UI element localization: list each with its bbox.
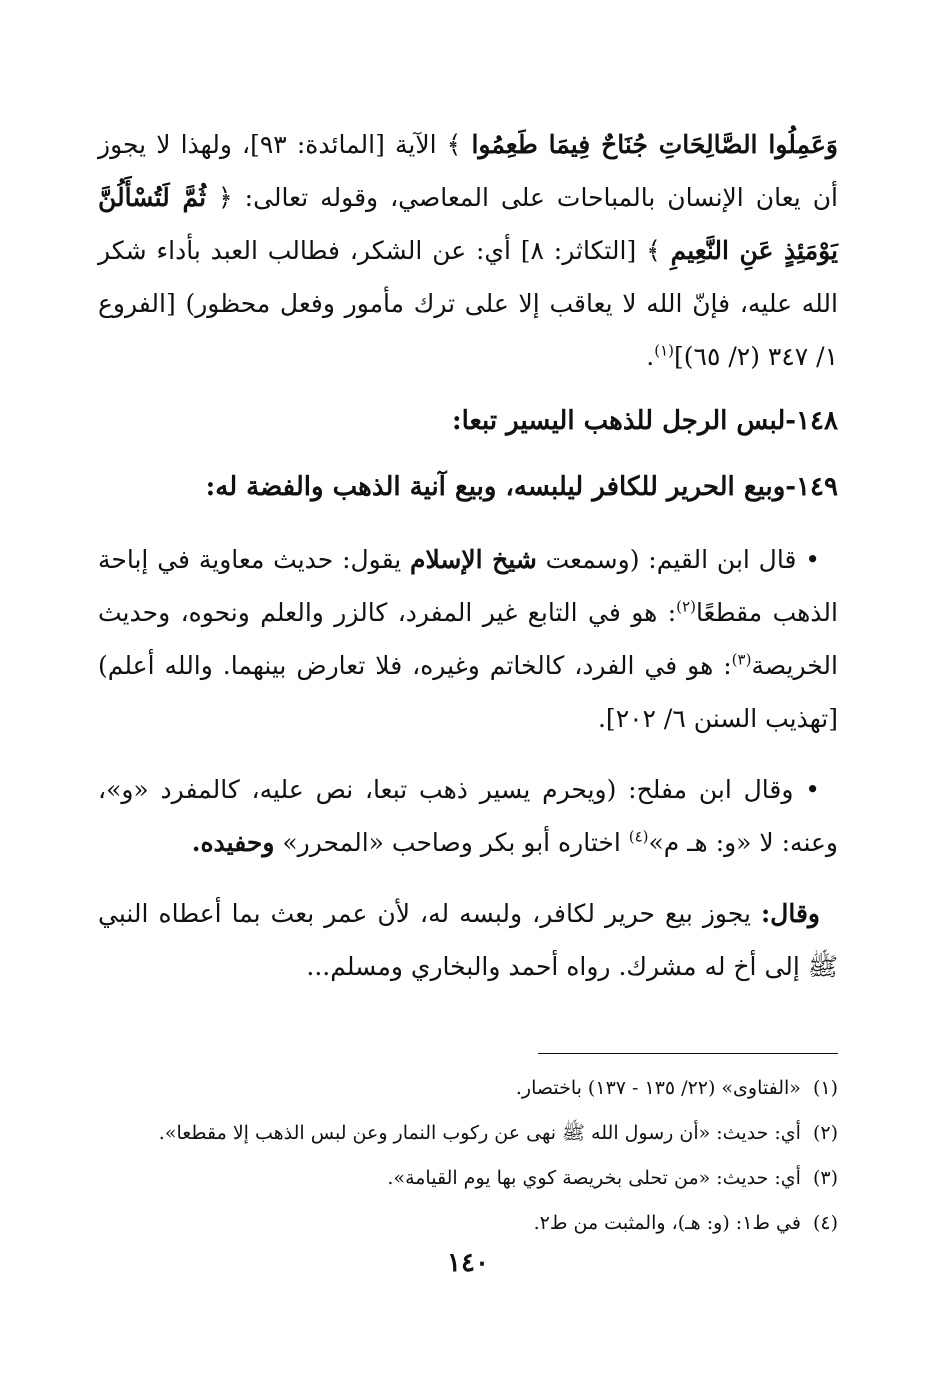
text-span: • وقال ابن مفلح: (ويحرم يسير ذهب تبعا، نص عليه، كالمفرد «و»، وعنه: لا «و: هـ م» [98, 775, 838, 857]
quran-verse: ثُمَّ لَتُسْأَلُنَّ يَوْمَئِذٍ عَنِ النَّعِيمِ [98, 183, 838, 265]
footnote-3 [98, 1156, 838, 1201]
footnote-separator [538, 1053, 838, 1054]
text-span: اختاره أبو بكر وصاحب «المحرر» [274, 828, 629, 857]
footnote-ref: (١) [654, 341, 674, 360]
footnote-text: أي: حديث: «من تحلى بخريصة كوي بها يوم القيامة». [387, 1167, 801, 1189]
text-span: يجوز بيع حرير لكافر، ولبسه له، لأن عمر بعث بما أعطاه النبي ﷺ إلى أخ له مشرك. رواه أحمد والبخاري ومسلم... [98, 899, 838, 981]
paragraph-silk-sale [98, 887, 838, 993]
footnote-text: «الفتاوى» (٢٢/ ١٣٥ - ١٣٧) باختصار. [515, 1077, 801, 1099]
text-span: . [646, 342, 655, 371]
footnote-ref: (٣) [731, 650, 752, 669]
footnote-4 [98, 1201, 838, 1246]
paragraph-ibn-qayyim [98, 533, 838, 745]
text-span: : هو في الفرد، كالخاتم وغيره، فلا تعارض بينهما. والله أعلم) [تهذيب السنن ٦/ ٢٠٢]. [98, 651, 838, 733]
paragraph-quran-quote [98, 118, 838, 383]
paragraph-ibn-muflih [98, 763, 838, 869]
text-span: • قال ابن القيم: (وسمعت [536, 545, 820, 574]
section-heading-148: ١٤٨-لبس الرجل للذهب اليسير تبعا: [451, 406, 838, 436]
footnote-ref: (٤) [628, 827, 649, 846]
footnote-1 [98, 1066, 838, 1111]
page-number: ١٤٠ [447, 1248, 489, 1278]
footnote-number: (٢) [812, 1122, 838, 1144]
footnote-text: في ط١: (و: هـ)، والمثبت من ط٢. [533, 1212, 801, 1234]
footnote-text: أي: حديث: «أن رسول الله ﷺ نهى عن ركوب النمار وعن لبس الذهب إلا مقطعا». [158, 1122, 801, 1144]
text-span: وقال: [760, 899, 820, 928]
footnote-2 [98, 1111, 838, 1156]
text-span: ﴾ الآية [المائدة: ٩٣]، ولهذا لا يجوز أن يعان الإنسان بالمباحات على المعاصي، وقوله تعالى: ﴿ [98, 130, 838, 212]
footnotes [98, 1066, 838, 1246]
text-span: شيخ الإسلام [410, 545, 537, 574]
main-text [98, 118, 838, 993]
footnote-ref: (٢) [676, 597, 696, 616]
section-heading-149: ١٤٩-وبيع الحرير للكافر ليلبسه، وبيع آنية الذهب والفضة له: [205, 472, 838, 502]
text-span: يقول: حديث معاوية في إباحة الذهب مقطعًا [98, 545, 838, 627]
footnote-number: (٤) [812, 1212, 838, 1234]
text-span: ﴾ [التكاثر: ٨] أي: عن الشكر، فطالب العبد بأداء شكر الله عليه، فإنّ الله لا يعاقب إلا على ترك مأمور وفعل محظور) [الفروع ١/ ٣٤٧ (٢/ ٦٥)] [98, 236, 838, 371]
text-span: وحفيده. [191, 828, 275, 857]
footnote-number: (٣) [812, 1167, 838, 1189]
text-span: : هو في التابع غير المفرد، كالزر والعلم ونحوه، وحديث الخريصة [98, 598, 838, 680]
quran-verse: وَعَمِلُوا الصَّالِحَاتِ جُنَاحٌ فِيمَا طَعِمُوا [471, 130, 838, 159]
footnote-number: (١) [812, 1077, 838, 1099]
